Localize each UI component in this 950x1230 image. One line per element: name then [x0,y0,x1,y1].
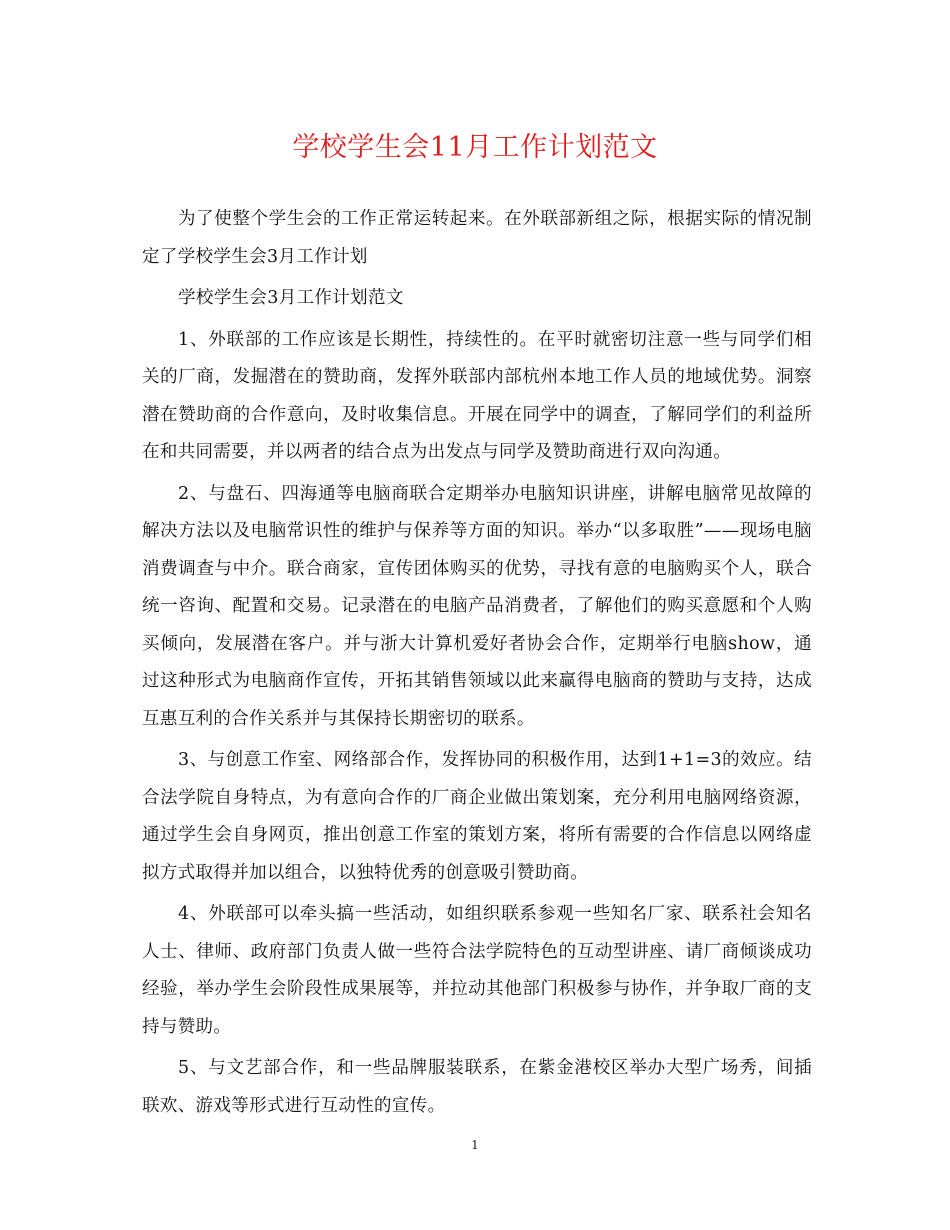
paragraph-item-3: 3、与创意工作室、网络部合作，发挥协同的积极作用，达到1+1=3的效应。结合法学院自身特点，为有意向合作的厂商企业做出策划案，充分利用电脑网络资源，通过学生会自身网页，推出创意工作室的策划方案，将所有需要的合作信息以网络虚拟方式取得并加以组合，以独特优秀的创意吸引赞助商。 [142,750,812,883]
paragraph-item-1: 1、外联部的工作应该是长期性，持续性的。在平时就密切注意一些与同学们相关的厂商，发掘潜在的赞助商，发挥外联部内部杭州本地工作人员的地域优势。洞察潜在赞助商的合作意向，及时收集信息。开展在同学中的调查，了解同学们的利益所在和共同需要，并以两者的结合点为出发点与同学及赞助商进行双向沟通。 [142,329,812,462]
paragraph-subtitle: 学校学生会3月工作计划范文 [178,288,404,308]
document-body [142,201,812,1129]
paragraph-item-5: 5、与文艺部合作，和一些品牌服装联系，在紫金港校区举办大型广场秀，间插联欢、游戏等形式进行互动性的宣传。 [142,1058,812,1116]
page-number: 1 [471,1138,479,1152]
document-title: 学校学生会11月工作计划范文 [292,132,658,163]
paragraph-item-4: 4、外联部可以牵头搞一些活动，如组织联系参观一些知名厂家、联系社会知名人士、律师、政府部门负责人做一些符合法学院特色的互动型讲座、请厂商倾谈成功经验，举办学生会阶段性成果展等，并拉动其他部门积极参与协作，并争取厂商的支持与赞助。 [142,904,812,1037]
paragraph-item-2: 2、与盘石、四海通等电脑商联合定期举办电脑知识讲座，讲解电脑常见故障的解决方法以及电脑常识性的维护与保养等方面的知识。举办“以多取胜”——现场电脑消费调查与中介。联合商家，宣传团体购买的优势，寻找有意的电脑购买个人，联合统一咨询、配置和交易。记录潜在的电脑产品消费者，了解他们的购买意愿和个人购买倾向，发展潜在客户。并与浙大计算机爱好者协会合作，定期举行电脑show，通过这种形式为电脑商作宣传，开拓其销售领域以此来赢得电脑商的赞助与支持，达成互惠互利的合作关系并与其保持长期密切的联系。 [142,483,812,729]
paragraph-intro: 为了使整个学生会的工作正常运转起来。在外联部新组之际，根据实际的情况制定了学校学生会3月工作计划 [142,209,812,267]
